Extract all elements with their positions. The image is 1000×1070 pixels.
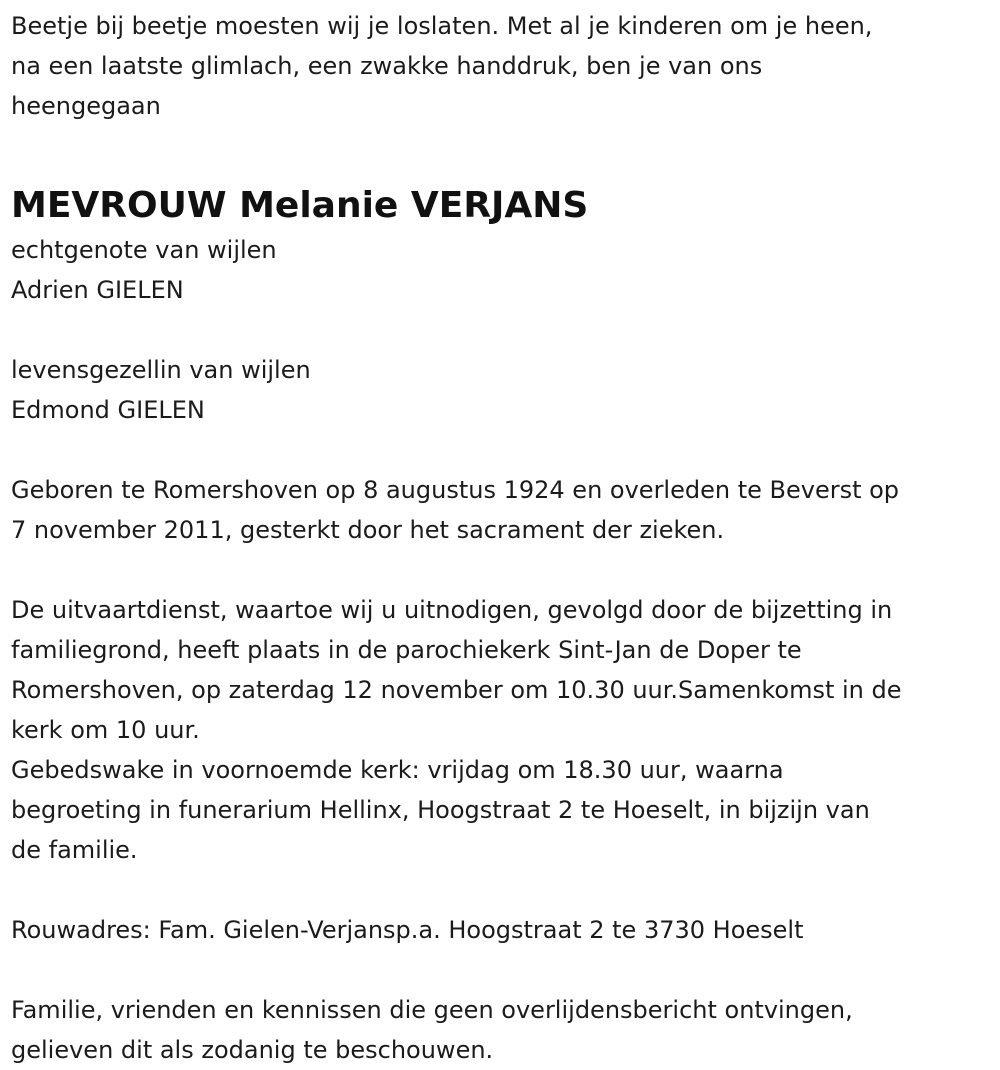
closing-line: gelieven dit als zodanig te beschouwen.: [11, 1036, 494, 1064]
poem-line: Beetje bij beetje moesten wij je loslaten. Met al je kinderen om je heen,: [11, 12, 873, 40]
partner-relation: levensgezellin van wijlen: [11, 356, 311, 384]
death-notice: [11, 6, 993, 1070]
birth-death-line: Geboren te Romershoven op 8 augustus 1924 en overleden te Beverst op: [11, 476, 900, 504]
funeral-line: kerk om 10 uur.: [11, 716, 200, 744]
spacer: [11, 950, 993, 990]
poem-line: heengegaan: [11, 92, 161, 120]
funeral-line: begroeting in funerarium Hellinx, Hoogstraat 2 te Hoeselt, in bijzijn van: [11, 796, 870, 824]
birth-death-paragraph: [11, 470, 993, 550]
poem: [11, 6, 993, 126]
spacer: [11, 550, 993, 590]
funeral-line: Gebedswake in voornoemde kerk: vrijdag om 18.30 uur, waarna: [11, 756, 784, 784]
spouse-relation: echtgenote van wijlen: [11, 236, 277, 264]
spacer: [11, 310, 993, 350]
funeral-line: familiegrond, heeft plaats in de parochiekerk Sint-Jan de Doper te: [11, 636, 802, 664]
birth-death-line: 7 november 2011, gesterkt door het sacrament der zieken.: [11, 516, 725, 544]
spouse-block: [11, 230, 993, 310]
funeral-paragraph: [11, 590, 993, 870]
partner-block: [11, 350, 993, 430]
spouse-name: Adrien GIELEN: [11, 276, 184, 304]
partner-name: Edmond GIELEN: [11, 396, 205, 424]
mourning-address: Rouwadres: Fam. Gielen-Verjansp.a. Hoogstraat 2 te 3730 Hoeselt: [11, 916, 804, 944]
deceased-name: MEVROUW Melanie VERJANS: [11, 185, 589, 226]
spacer: [11, 870, 993, 910]
funeral-line: de familie.: [11, 836, 138, 864]
funeral-line: Romershoven, op zaterdag 12 november om 10.30 uur.Samenkomst in de: [11, 676, 902, 704]
funeral-line: De uitvaartdienst, waartoe wij u uitnodigen, gevolgd door de bijzetting in: [11, 596, 893, 624]
closing-line: Familie, vrienden en kennissen die geen overlijdensbericht ontvingen,: [11, 996, 853, 1024]
spacer: [11, 430, 993, 470]
closing-paragraph: [11, 990, 993, 1070]
poem-line: na een laatste glimlach, een zwakke handdruk, ben je van ons: [11, 52, 763, 80]
